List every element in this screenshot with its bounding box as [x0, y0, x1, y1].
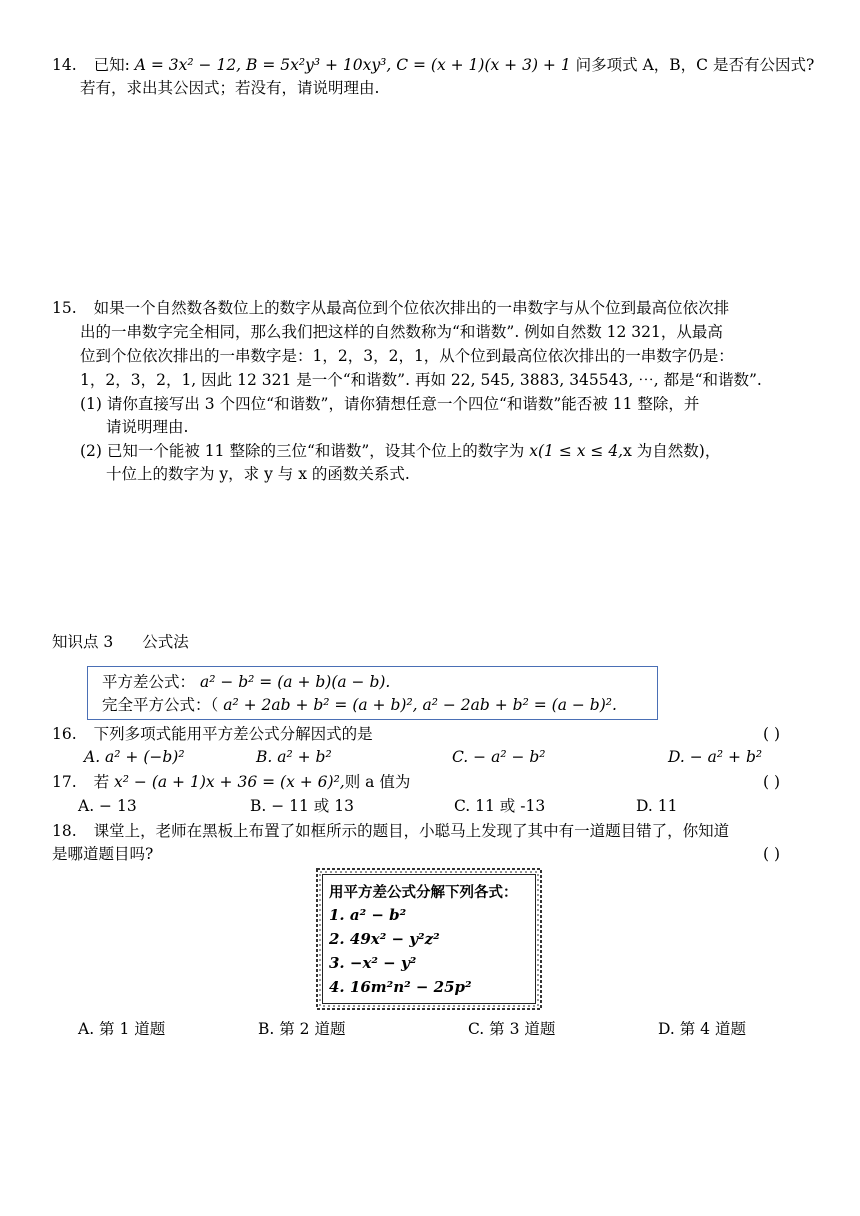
q18-text1: 课堂上，老师在黑板上布置了如框所示的题目，小聪马上发现了其中有一道题目错了，你知道	[93, 822, 730, 840]
q17-option-d: D. 11	[636, 797, 678, 815]
section-heading	[52, 631, 189, 653]
q15-sub2-text: (2) 已知一个能被 11 整除的三位“和谐数”，设其个位上的数字为	[80, 442, 525, 460]
q15-sub1-line1: (1) 请你直接写出 3 个四位“和谐数”，请你猜想任意一个四位“和谐数”能否被 11 整除，并	[80, 395, 700, 413]
formula-box	[87, 666, 658, 720]
blackboard-item-4: 4. 16m²n² − 25p²	[329, 978, 472, 996]
q15-line4: 1，2，3，2，1, 因此 12 321 是一个“和谐数”. 再如 22, 545, 3883, 345543, ⋯, 都是“和谐数”.	[80, 371, 762, 389]
q17-stem-a: 若	[93, 773, 110, 791]
blackboard-title: 用平方差公式分解下列各式：	[329, 884, 518, 901]
q14-tail: 问多项式 A，B，C 是否有公因式?	[575, 56, 815, 74]
q14-b-def: B = 5x²y³ + 10xy³,	[246, 56, 392, 74]
q14-number: 14.	[52, 56, 77, 74]
q15-sub2-math: x(1 ≤ x ≤ 4,	[529, 442, 624, 460]
blackboard-item-3: 3. −x² − y²	[329, 954, 417, 972]
q18-option-b: B. 第 2 道题	[258, 1020, 346, 1038]
q16-number: 16.	[52, 725, 77, 743]
q17-stem-math: x² − (a + 1)x + 36 = (x + 6)²,	[114, 773, 345, 791]
q16-option-a: A. a² + (−b)²	[84, 748, 185, 766]
q18-line1	[52, 820, 729, 842]
blackboard-inner	[322, 874, 536, 1004]
q18-option-d: D. 第 4 道题	[658, 1020, 746, 1038]
perfect-formula: a² + 2ab + b² = (a + b)², a² − 2ab + b² = (a − b)².	[223, 696, 617, 714]
q18-option-c: C. 第 3 道题	[468, 1020, 556, 1038]
q17-number: 17.	[52, 773, 77, 791]
q18-line2: 是哪道题目吗?	[52, 845, 154, 863]
q17-option-a: A. − 13	[78, 797, 137, 815]
q18-option-a: A. 第 1 道题	[78, 1020, 166, 1038]
q15-sub2-line2: 十位上的数字为 y，求 y 与 x 的函数关系式.	[106, 465, 410, 483]
diff-formula: a² − b² = (a + b)(a − b).	[199, 673, 391, 691]
q16-stem-line	[52, 723, 373, 745]
q16-answer-paren: ( )	[763, 725, 781, 743]
q16-option-c: C. − a² − b²	[452, 748, 546, 766]
perfect-label: 完全平方公式：（	[102, 696, 219, 714]
diff-of-squares-line	[102, 671, 390, 693]
q14-line1	[52, 54, 814, 76]
diff-label: 平方差公式：	[102, 673, 196, 691]
q14-c-def: C = (x + 1)(x + 3) + 1	[396, 56, 571, 74]
q14-line2: 若有，求出其公因式；若没有，请说明理由.	[80, 79, 380, 97]
q15-line3: 位到个位依次排出的一串数字是：1，2，3，2，1，从个位到最高位依次排出的一串数字仍是：	[80, 347, 734, 365]
q15-line2: 出的一串数字完全相同，那么我们把这样的自然数称为“和谐数”. 例如自然数 12 321，从最高	[80, 323, 723, 341]
q15-sub1-line2: 请说明理由.	[106, 418, 189, 436]
q15-sub2-line1	[80, 440, 720, 462]
q14-a-def: A = 3x² − 12,	[134, 56, 242, 74]
q17-stem-line	[52, 771, 410, 793]
blackboard-item-1: 1. a² − b²	[329, 906, 407, 924]
q17-stem-b: 则 a 值为	[344, 773, 411, 791]
q18-answer-paren: ( )	[763, 845, 781, 863]
section-label: 知识点 3	[52, 633, 114, 651]
q17-option-c: C. 11 或 -13	[454, 797, 546, 815]
q15-line1	[52, 297, 729, 319]
blackboard-item-2: 2. 49x² − y²z²	[329, 930, 440, 948]
section-name: 公式法	[142, 633, 189, 651]
blackboard-box	[314, 866, 544, 1012]
q14-prefix: 已知:	[93, 56, 130, 74]
q16-option-b: B. a² + b²	[256, 748, 332, 766]
q17-answer-paren: ( )	[763, 773, 781, 791]
q15-text1: 如果一个自然数各数位上的数字从最高位到个位依次排出的一串数字与从个位到最高位依次排	[93, 299, 730, 317]
perfect-square-line	[102, 694, 617, 716]
q17-option-b: B. − 11 或 13	[250, 797, 354, 815]
q18-number: 18.	[52, 822, 77, 840]
q15-number: 15.	[52, 299, 77, 317]
q16-option-d: D. − a² + b²	[668, 748, 763, 766]
q16-stem: 下列多项式能用平方差公式分解因式的是	[93, 725, 373, 743]
q15-sub2-text2: x 为自然数)，	[623, 442, 721, 460]
